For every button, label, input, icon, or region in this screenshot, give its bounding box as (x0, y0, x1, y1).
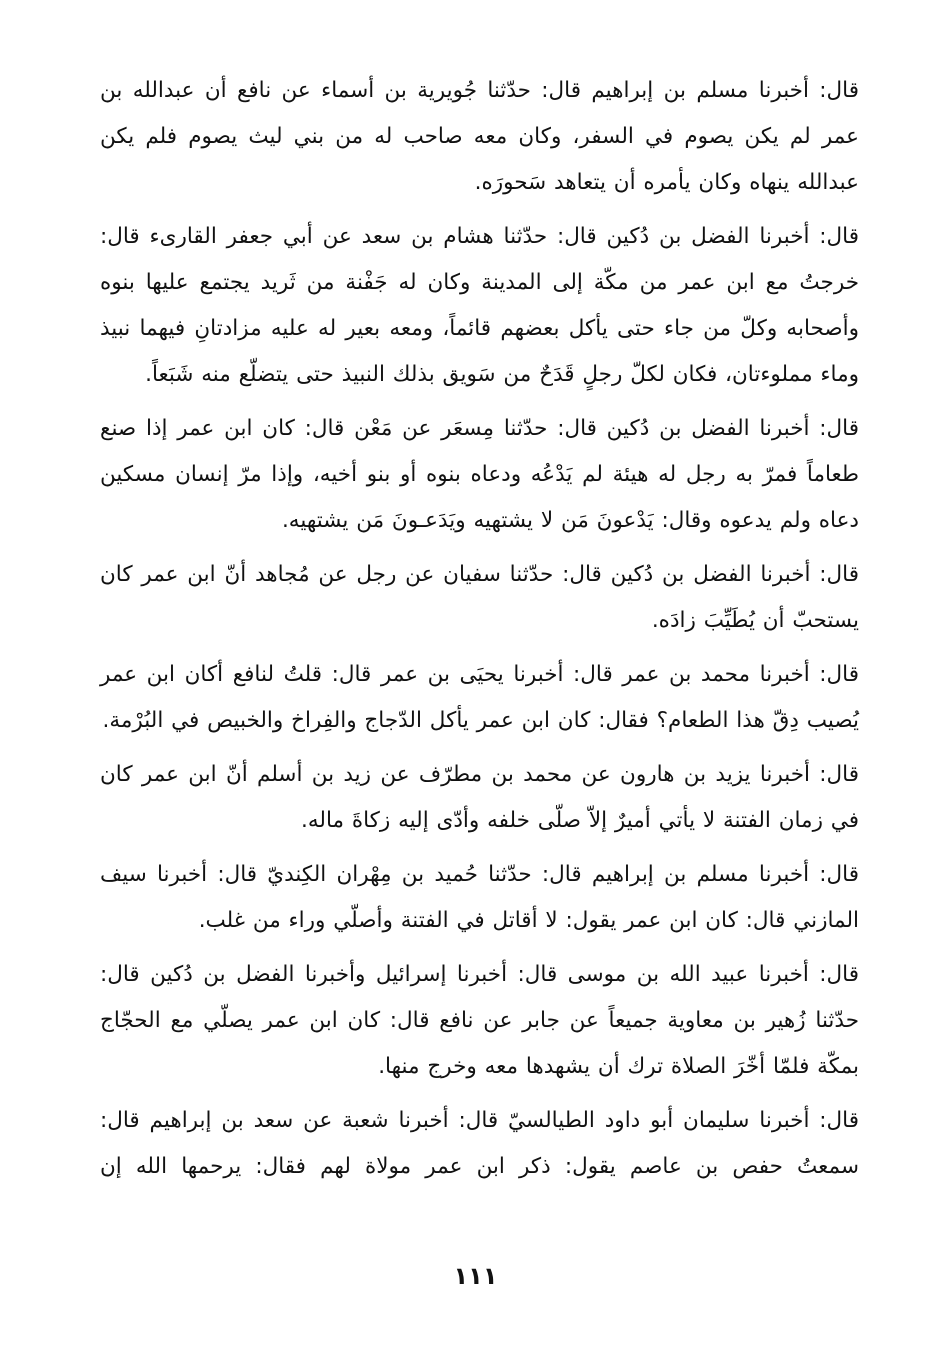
paragraph-5: قال: أخبرنا محمد بن عمر قال: أخبرنا يحيَى بن عمر قال: قلتُ لنافع أكان ابن عمر يُصيب دِقّ هذا الطعام؟ فقال: كان ابن عمر يأكل الدّجاج والفِراخ والخبيص في البُرْمة. (100, 662, 859, 733)
paragraph-2: قال: أخبرنا الفضل بن دُكين قال: حدّثنا هشام بن سعد عن أبي جعفر القارىء قال: خرجتُ مع ابن عمر من مكّة إلى المدينة وكان له جَفْنة من ثَريد يجتمع عليها بنوه وأصحابه وكلّ من جاء حتى يأكل بعضهم قائماً، ومعه بعير له عليه مزادتانِ فيهما نبيذ وماء مملوءتان، فكان لكلّ رجلٍ قَدَحٌ من سَويق بذلك النبيذ حتى يتضلّع منه شَبَعاً. (100, 224, 859, 387)
paragraph-4: قال: أخبرنا الفضل بن دُكين قال: حدّثنا سفيان عن رجل عن مُجاهد أنّ ابن عمر كان يستحبّ أن يُطَيِّبَ زادَه. (100, 562, 859, 633)
page-number: ١١١ (453, 1262, 498, 1290)
paragraph-8: قال: أخبرنا عبيد الله بن موسى قال: أخبرنا إسرائيل وأخبرنا الفضل بن دُكين قال: حدّثنا زُهير بن معاوية جميعاً عن جابر عن نافع قال: كان ابن عمر يصلّي مع الحجّاج بمكّة فلمّا أخّرَ الصلاة ترك أن يشهدها معه وخرج منها. (100, 962, 859, 1079)
paragraph-9: قال: أخبرنا سليمان أبو داود الطيالسيّ قال: أخبرنا شعبة عن سعد بن إبراهيم قال: سمعتُ حفص بن عاصم يقول: ذكر ابن عمر مولاة لهم فقال: يرحمها الله إن (100, 1108, 859, 1179)
paragraph-1: قال: أخبرنا مسلم بن إبراهيم قال: حدّثنا جُويرية بن أسماء عن نافع أن عبدالله بن عمر لم يكن يصوم في السفر، وكان معه صاحب له من بني ليث يصوم فلم يكن عبدالله ينهاه وكان يأمره أن يتعاهد سَحورَه. (100, 78, 859, 195)
paragraph-7: قال: أخبرنا مسلم بن إبراهيم قال: حدّثنا حُميد بن مِهْران الكِنديّ قال: أخبرنا سيف المازني قال: كان ابن عمر يقول: لا أقاتل في الفتنة وأصلّي وراء من غلب. (100, 862, 859, 933)
paragraph-3: قال: أخبرنا الفضل بن دُكين قال: حدّثنا مِسعَر عن مَعْن قال: كان ابن عمر إذا صنع طعاماً فمرّ به رجل له هيئة لم يَدْعُه ودعاه بنوه أو بنو أخيه، وإذا مرّ إنسان مسكين دعاه ولم يدعوه وقال: يَدْعونَ مَن لا يشتهيه ويَدَعـونَ مَن يشتهيه. (100, 416, 859, 533)
paragraph-6: قال: أخبرنا يزيد بن هارون عن محمد بن مطرّف عن زيد بن أسلم أنّ ابن عمر كان في زمان الفتنة لا يأتي أميرٌ إلاّ صلّى خلفه وأدّى إليه زكاةَ ماله. (100, 762, 859, 833)
